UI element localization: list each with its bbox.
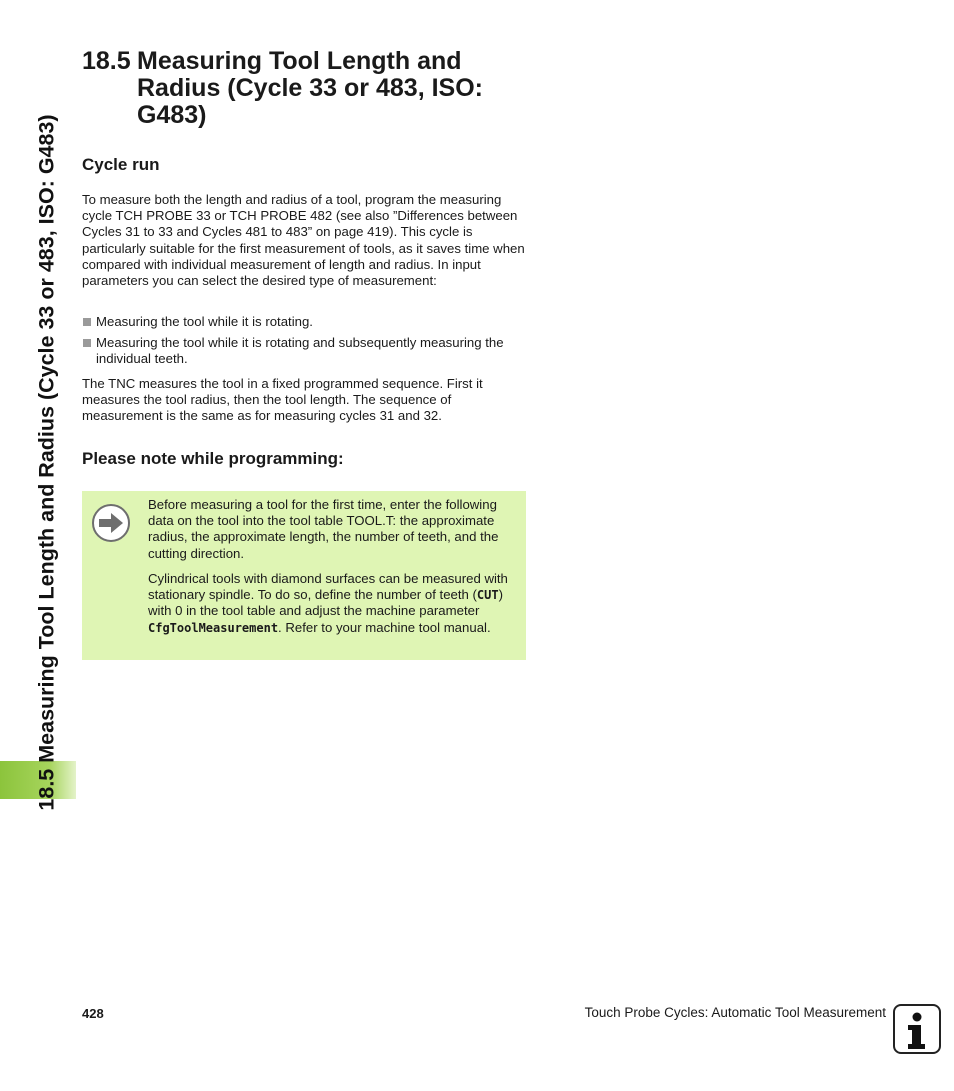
list-item-text: Measuring the tool while it is rotating and subsequently measuring the individual teeth. (96, 335, 504, 367)
info-icon (893, 1004, 941, 1054)
footer-chapter-title: Touch Probe Cycles: Automatic Tool Measurement (584, 1005, 886, 1020)
side-title-text: 18.5 Measuring Tool Length and Radius (Cycle 33 or 483, ISO: G483) (34, 113, 59, 811)
list-item (82, 335, 527, 367)
list-item (82, 314, 527, 330)
measurement-sequence-text: The TNC measures the tool in a fixed programmed sequence. First it measures the tool radius, then the tool length. The sequence of measurement is the same as for measuring cycles 31 and 32. (82, 376, 483, 424)
code-cfgtoolmeasurement: CfgToolMeasurement (148, 620, 279, 635)
page-number: 428 (82, 1006, 104, 1021)
section-title-line-3: G483) (137, 101, 207, 129)
section-title (82, 48, 512, 129)
cycle-run-heading: Cycle run (82, 155, 160, 174)
section-title-line-1: Measuring Tool Length and (137, 47, 462, 75)
note-paragraph-1: Before measuring a tool for the first time, enter the following data on the tool into the tool table TOOL.T: the approximate radius, the approximate length, the number of teeth, and the cutting direction. (148, 497, 499, 561)
section-title-line-2: Radius (Cycle 33 or 483, ISO: (137, 74, 483, 102)
programming-notes-heading: Please note while programming: (82, 449, 344, 468)
section-number: 18.5 (82, 47, 131, 75)
note-paragraph-2: Cylindrical tools with diamond surfaces can be measured with stationary spindle. To do so, define the number of teeth (CUT) with 0 in the tool table and adjust the machine parameter CfgToolMeasurement. Refer to your machine tool manual. (148, 571, 508, 635)
note-box (82, 491, 526, 660)
code-cut: CUT (476, 588, 499, 603)
cycle-run-intro: To measure both the length and radius of a tool, program the measuring cycle TCH PROBE 33 or TCH PROBE 482 (see also ”Differences between Cycles 31 to 33 and Cycles 481 to 483” on page 419). This cycle is particularly suitable for the first measurement of tools, as it saves time when compared with individual measurement of length and radius. In input parameters you can select the desired type of measurement: (82, 192, 525, 289)
bullet-square-icon (83, 318, 91, 326)
side-running-title (28, 32, 66, 892)
list-item-text: Measuring the tool while it is rotating. (96, 314, 313, 329)
arrow-right-icon (92, 504, 130, 542)
bullet-square-icon (83, 339, 91, 347)
